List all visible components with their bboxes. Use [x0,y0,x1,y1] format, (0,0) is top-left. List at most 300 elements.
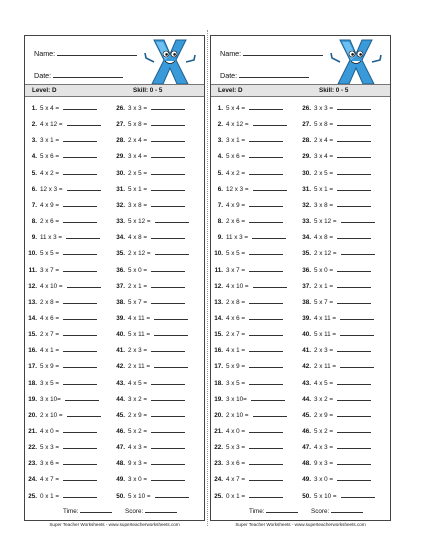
problem-row [25,119,101,129]
problem-text: 4 x 12 = [40,121,63,129]
problem-text: 4 x 3 = [128,444,148,452]
answer-blank[interactable] [337,151,371,158]
problem-text: 4 x 10 = [226,282,249,290]
problem-text: 12 x 3 = [40,185,63,193]
problem-number: 38. [302,298,311,306]
problem-row [211,491,283,501]
problem-text: 2 x 11 = [314,363,337,371]
problem-text: 11 x 3 = [226,234,249,242]
answer-blank[interactable] [155,248,189,255]
date-field[interactable] [34,70,123,80]
problem-row [25,281,101,291]
problem-text: 3 x 8 = [128,201,148,209]
problem-number: 43. [116,379,125,387]
problem-number: 33. [302,218,311,226]
answer-blank[interactable] [151,184,185,191]
problem-row [113,135,185,145]
problem-number: 1. [31,105,37,112]
answer-blank[interactable] [337,442,371,449]
problem-number: 31. [302,185,311,193]
problem-text: 3 x 10= [226,395,247,403]
letter-x-mascot-icon [328,38,384,86]
problem-text: 5 x 10 = [314,492,337,500]
problem-number: 48. [116,460,125,468]
answer-blank[interactable] [151,345,185,352]
problem-text: 4 x 8 = [128,234,148,242]
problem-row [25,151,97,161]
answer-blank[interactable] [337,474,371,481]
answer-blank[interactable] [340,329,374,336]
answer-blank[interactable] [151,426,185,433]
problem-text: 4 x 9 = [226,201,246,209]
problem-text: 5 x 11 = [128,331,151,339]
answer-blank[interactable] [249,329,283,336]
problem-text: 3 x 1 = [40,137,60,145]
answer-blank[interactable] [63,458,97,465]
problem-row [113,297,185,307]
answer-blank[interactable] [154,329,188,336]
answer-blank[interactable] [253,119,287,126]
answer-blank[interactable] [151,442,185,449]
problem-text: 4 x 7 = [226,476,246,484]
answer-blank[interactable] [249,345,283,352]
problem-row [25,184,101,194]
problem-number: 49. [116,476,125,484]
problem-row [25,491,97,501]
answer-blank[interactable] [249,265,283,272]
problem-row [299,458,371,468]
problem-text: 5 x 11 = [314,331,337,339]
answer-blank[interactable] [337,426,371,433]
problem-row [113,345,185,355]
answer-blank[interactable] [151,265,185,272]
problem-row [211,265,283,275]
problem-row [211,329,283,339]
name-blank[interactable] [57,48,137,56]
problem-number: 45. [116,411,125,419]
problem-row [299,265,371,275]
time-field[interactable] [63,506,112,515]
problem-text: 4 x 1 = [40,347,60,355]
answer-blank[interactable] [253,410,287,417]
answer-blank[interactable] [63,345,97,352]
problem-row [299,361,374,371]
answer-blank[interactable] [155,216,189,223]
problem-text: 9 x 3 = [128,460,148,468]
answer-blank[interactable] [63,313,97,320]
problem-row [113,119,185,129]
problem-text: 3 x 6 = [226,460,246,468]
answer-blank[interactable] [63,378,97,385]
answer-blank[interactable] [251,394,285,401]
problem-text: 5 x 10 = [128,492,151,500]
problem-number: 9. [217,234,223,242]
answer-blank[interactable] [67,119,101,126]
problem-text: 5 x 8 = [314,121,334,129]
answer-blank[interactable] [154,361,188,368]
time-blank[interactable] [266,506,298,513]
answer-blank[interactable] [337,458,371,465]
problem-number: 7. [217,201,223,209]
problem-number: 40. [302,331,311,339]
problem-number: 34. [116,234,125,242]
problem-text: 4 x 10 = [40,282,63,290]
answer-blank[interactable] [63,442,97,449]
name-field[interactable] [34,48,137,58]
answer-blank[interactable] [151,200,185,207]
answer-blank[interactable] [63,135,97,142]
answer-blank[interactable] [249,426,283,433]
problem-number: 25. [214,492,223,500]
copyright-text: Super Teacher Worksheets - www.superteacherworksheets.com [49,522,180,527]
problem-text: 5 x 9 = [40,363,60,371]
problem-number: 23. [28,460,37,468]
problem-text: 5 x 4 = [226,105,246,112]
answer-blank[interactable] [63,151,97,158]
problem-number: 44. [116,395,125,403]
answer-blank[interactable] [63,474,97,481]
answer-blank[interactable] [249,491,283,498]
answer-blank[interactable] [249,200,283,207]
problem-number: 21. [28,428,37,435]
answer-blank[interactable] [249,361,283,368]
answer-blank[interactable] [337,168,371,175]
answer-blank[interactable] [337,119,371,126]
name-label: Name: [220,49,242,58]
problem-text: 3 x 4 = [128,153,148,161]
problem-text: 5 x 5 = [40,250,60,258]
answer-blank[interactable] [151,410,185,417]
problem-text: 2 x 3 = [314,347,334,355]
problem-row [113,313,188,323]
problem-text: 3 x 6 = [40,460,60,468]
problem-text: 3 x 2 = [128,395,148,403]
problem-number: 27. [116,121,125,129]
answer-blank[interactable] [341,248,375,255]
problem-row [113,103,185,113]
problem-text: 4 x 12 = [226,121,249,129]
problem-row [299,103,371,113]
problem-text: 4 x 2 = [226,169,246,177]
answer-blank[interactable] [151,151,185,158]
answer-blank[interactable] [67,410,101,417]
answer-blank[interactable] [337,200,371,207]
answer-blank[interactable] [151,281,185,288]
problem-number: 42. [116,363,125,371]
answer-blank[interactable] [337,378,371,385]
problem-number: 32. [302,201,311,209]
problem-text: 3 x 3 = [314,105,334,112]
problem-row [25,410,101,420]
answer-blank[interactable] [151,168,185,175]
answer-blank[interactable] [63,103,97,110]
answer-blank[interactable] [67,184,101,191]
problem-number: 20. [28,411,37,419]
answer-blank[interactable] [151,297,185,304]
problem-row [25,216,97,226]
answer-blank[interactable] [66,232,100,239]
answer-blank[interactable] [63,361,97,368]
problem-row [113,394,185,404]
problem-row [211,458,283,468]
answer-blank[interactable] [67,281,101,288]
answer-blank[interactable] [151,474,185,481]
problem-number: 27. [302,121,311,129]
problem-text: 4 x 2 = [40,169,60,177]
problem-row [299,313,374,323]
problem-row [25,345,97,355]
problem-number: 8. [217,218,223,226]
problem-number: 26. [116,105,125,112]
problem-row [25,394,99,404]
problem-row [299,135,371,145]
problem-text: 5 x 0 = [128,266,148,274]
problem-number: 24. [214,476,223,484]
answer-blank[interactable] [337,345,371,352]
answer-blank[interactable] [63,297,97,304]
answer-blank[interactable] [249,151,283,158]
problem-number: 40. [116,331,125,339]
problem-text: 5 x 4 = [40,105,60,112]
problem-row [25,329,97,339]
problem-number: 45. [302,411,311,419]
answer-blank[interactable] [340,361,374,368]
answer-blank[interactable] [249,442,283,449]
problem-text: 2 x 7 = [40,331,60,339]
problem-number: 28. [116,137,125,145]
problem-text: 2 x 5 = [314,169,334,177]
problem-text: 4 x 0 = [40,428,60,435]
problem-number: 6. [217,185,223,193]
problem-number: 13. [28,298,37,306]
problem-number: 13. [214,298,223,306]
problem-text: 5 x 12 = [128,218,151,226]
problem-row [113,458,185,468]
problem-number: 33. [116,218,125,226]
problem-text: 2 x 12 = [128,250,151,258]
answer-blank[interactable] [249,103,283,110]
problem-number: 19. [28,395,37,403]
problem-number: 8. [31,218,37,226]
problem-row [211,135,283,145]
problem-text: 2 x 5 = [128,169,148,177]
problem-row [113,168,185,178]
problem-row [25,361,97,371]
problem-number: 18. [28,379,37,387]
problem-row [113,491,189,501]
problem-row [299,232,371,242]
answer-blank[interactable] [337,265,371,272]
problem-text: 4 x 11 = [314,314,337,322]
problem-number: 17. [214,363,223,371]
problem-text: 5 x 1 = [128,185,148,193]
problem-row [25,168,97,178]
answer-blank[interactable] [249,378,283,385]
date-field[interactable] [220,70,309,80]
problem-number: 5. [217,169,223,177]
problem-number: 16. [28,347,37,355]
answer-blank[interactable] [63,426,97,433]
worksheet-right [210,35,391,521]
score-field[interactable] [125,506,177,515]
answer-blank[interactable] [337,103,371,110]
answer-blank[interactable] [249,168,283,175]
problem-number: 37. [302,282,311,290]
answer-blank[interactable] [65,394,99,401]
problem-row [25,426,97,436]
answer-blank[interactable] [249,474,283,481]
problem-number: 7. [31,201,37,209]
problem-text: 4 x 0 = [226,428,246,435]
problem-text: 2 x 4 = [128,137,148,145]
problem-text: 2 x 6 = [226,218,246,226]
answer-blank[interactable] [249,248,283,255]
problem-row [211,313,283,323]
problem-row [211,378,283,388]
problem-row [25,458,97,468]
problem-row [211,200,283,210]
copyright-text: Super Teacher Worksheets - www.superteacherworksheets.com [235,522,366,527]
answer-blank[interactable] [249,458,283,465]
problem-number: 3. [31,137,37,145]
problem-number: 46. [116,428,125,435]
problem-text: 5 x 8 = [128,121,148,129]
problem-number: 9. [31,234,37,242]
answer-blank[interactable] [151,135,185,142]
problem-number: 50. [302,492,311,500]
problem-text: 5 x 7 = [128,298,148,306]
answer-blank[interactable] [63,200,97,207]
problem-number: 16. [214,347,223,355]
problem-number: 37. [116,282,125,290]
problem-row [299,281,371,291]
problem-number: 39. [302,314,311,322]
problem-row [299,394,371,404]
problem-row [113,426,185,436]
problem-number: 22. [214,444,223,452]
score-blank[interactable] [145,506,177,513]
answer-blank[interactable] [337,410,371,417]
answer-blank[interactable] [249,216,283,223]
problem-number: 22. [28,444,37,452]
problem-number: 2. [217,121,223,129]
problem-text: 4 x 3 = [314,444,334,452]
answer-blank[interactable] [341,491,375,498]
problem-number: 1. [217,105,223,112]
answer-blank[interactable] [63,168,97,175]
answer-blank[interactable] [63,491,97,498]
problem-row [211,281,287,291]
date-blank[interactable] [239,70,309,78]
score-field[interactable] [311,506,363,515]
problem-number: 50. [116,492,125,500]
answer-blank[interactable] [337,297,371,304]
answer-blank[interactable] [249,313,283,320]
problem-text: 4 x 8 = [314,234,334,242]
problem-text: 5 x 1 = [314,185,334,193]
name-field[interactable] [220,48,323,58]
problem-row [299,119,371,129]
problem-number: 49. [302,476,311,484]
problem-text: 5 x 0 = [314,266,334,274]
answer-blank[interactable] [151,119,185,126]
problem-number: 43. [302,379,311,387]
answer-blank[interactable] [337,281,371,288]
problem-text: 3 x 4 = [314,153,334,161]
answer-blank[interactable] [340,313,374,320]
answer-blank[interactable] [155,491,189,498]
problem-text: 3 x 5 = [226,379,246,387]
answer-blank[interactable] [253,281,287,288]
problem-row [211,361,283,371]
answer-blank[interactable] [151,232,185,239]
answer-blank[interactable] [337,135,371,142]
name-blank[interactable] [243,48,323,56]
answer-blank[interactable] [154,313,188,320]
problem-number: 3. [217,137,223,145]
problem-text: 5 x 12 = [314,218,337,226]
answer-blank[interactable] [253,184,287,191]
problem-text: 3 x 2 = [314,395,334,403]
worksheet-left [24,35,205,521]
problem-row [113,248,189,258]
level-skill-bar [211,84,390,97]
problem-text: 2 x 9 = [128,411,148,419]
answer-blank[interactable] [337,184,371,191]
problem-text: 3 x 0 = [128,476,148,484]
problem-row [299,378,371,388]
answer-blank[interactable] [337,394,371,401]
answer-blank[interactable] [249,297,283,304]
problem-text: 0 x 1 = [226,492,246,500]
date-blank[interactable] [53,70,123,78]
time-blank[interactable] [80,506,112,513]
problem-number: 14. [214,314,223,322]
problem-row [211,410,287,420]
answer-blank[interactable] [63,329,97,336]
answer-blank[interactable] [341,216,375,223]
answer-blank[interactable] [63,265,97,272]
problem-row [113,281,185,291]
problem-row [299,491,375,501]
answer-blank[interactable] [249,135,283,142]
answer-blank[interactable] [151,378,185,385]
problem-row [211,248,283,258]
problem-text: 2 x 10 = [226,411,249,419]
answer-blank[interactable] [337,232,371,239]
problem-row [299,410,371,420]
time-field[interactable] [249,506,298,515]
problem-number: 41. [302,347,311,355]
problem-number: 25. [28,492,37,500]
problem-number: 30. [116,169,125,177]
problem-text: 5 x 3 = [226,444,246,452]
score-blank[interactable] [331,506,363,513]
problem-row [299,184,371,194]
problem-text: 5 x 6 = [40,153,60,161]
problem-row [113,232,185,242]
problem-number: 30. [302,169,311,177]
answer-blank[interactable] [63,248,97,255]
problem-number: 47. [116,444,125,452]
problem-row [211,442,283,452]
answer-blank[interactable] [151,103,185,110]
answer-blank[interactable] [151,458,185,465]
problem-text: 4 x 11 = [128,314,151,322]
answer-blank[interactable] [252,232,286,239]
answer-blank[interactable] [63,216,97,223]
answer-blank[interactable] [151,394,185,401]
